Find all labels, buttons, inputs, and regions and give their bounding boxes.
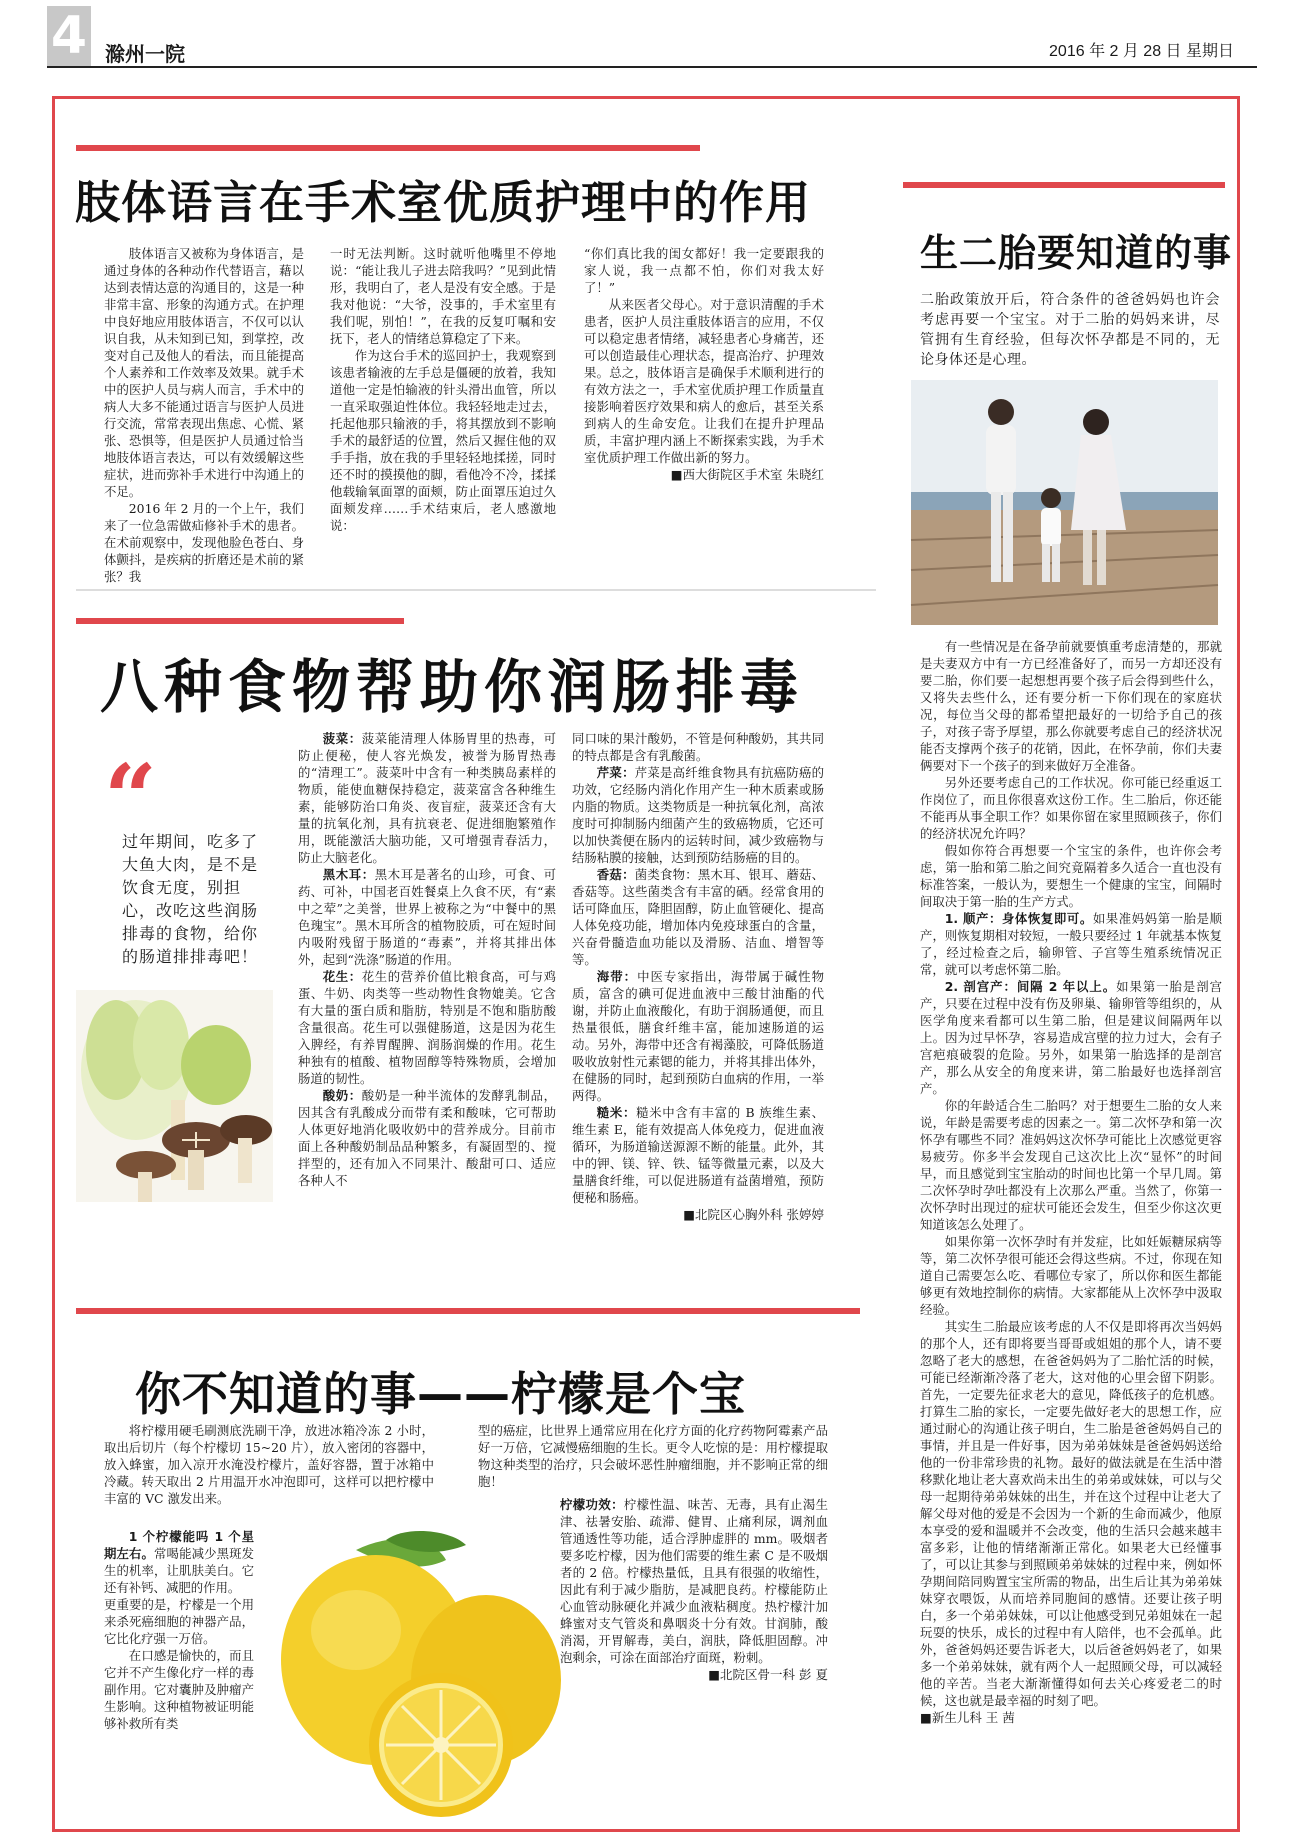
food-label: 黑木耳：: [322, 867, 375, 882]
article2-intro: 过年期间，吃多了大鱼大肉，是不是饮食无度，别担心，改吃这些润肠排毒的食物，给你的肠道排排毒吧！: [122, 832, 259, 966]
food-paragraph: 菠菜：菠菜能清理人体肠胃里的热毒，可防止便秘，使人容光焕发，被誉为肠胃热毒的“清理工”。菠菜叶中含有一种类胰岛素样的物质，能使血糖保持稳定，菠菜富含各种维生素，能够防治口角炎、夜盲症，菠菜还含有大量的抗氧化剂，具有抗衰老、促进细胞繁殖作用，既能激活大脑功能，又可增强青春活力，防止大脑老化。: [298, 731, 557, 865]
article1-title: 肢体语言在手术室优质护理中的作用: [75, 176, 812, 229]
page-number: 4: [47, 6, 91, 66]
paragraph: 型的癌症，比世界上通常应用在化疗方面的化疗药物阿霉素产品好一万倍，它减慢癌细胞的生长。更令人吃惊的是：用柠檬提取物这种类型的治疗，只会破坏恶性肿瘤细胞，并不影响正常的细胞！: [478, 1423, 828, 1489]
food-paragraph: 同口味的果汁酸奶，不管是何种酸奶，其共同的特点都是含有乳酸菌。: [572, 731, 824, 763]
paragraph: 另外还要考虑自己的工作状况。你可能已经重返工作岗位了，而且你很喜欢这份工作。生二胎后，你还能不能再从事全职工作？如果你留在家里照顾孩子，你们的经济状况允许吗？: [920, 775, 1222, 841]
article3-byline: 北院区骨一科 彭 夏: [720, 1667, 828, 1682]
article3-col1-top: [104, 1422, 434, 1524]
divider: [76, 589, 876, 591]
paragraph: 肢体语言又被称为身体语言，是通过身体的各种动作代替语言，藉以达到表情达意的沟通目的，这是一种非常丰富、形象的沟通方式。在护理中良好地应用肢体语言，不仅可以认识自我，从未知到已知，到掌控，改变对自己及他人的看法，而且能提高个人素养和工作效率及效果。就手术中的医护人员与病人而言，手术中的病人大多不能通过语言与医护人员进行交流，常常表现出焦虑、心慌、紧张、恐惧等，但是医护人员通过恰当地肢体语言表达，可以有效缓解这些症状，进而弥补手术进行中沟通上的不足。: [104, 246, 304, 499]
food-label: 菠菜：: [322, 731, 362, 746]
vegetables-photo: [76, 990, 273, 1202]
paragraph: 1 个柠檬能吗 1 个星期左右。常喝能减少黑斑发生的机率，让肌肤美白。它还有补钙、减肥的作用。: [104, 1529, 255, 1595]
article4-title: 生二胎要知道的事: [920, 231, 1233, 275]
paper-date: 2016 年 2 月 28 日 星期日: [1049, 43, 1234, 60]
rule-article3: [76, 1308, 860, 1314]
paragraph: 你的年龄适合生二胎吗？对于想要生二胎的女人来说，年龄是需要考虑的因素之一。第二次怀孕和第一次怀孕有哪些不同？准妈妈这次怀孕可能比上次感觉更容易疲劳。你多半会发现自己这次比上次“显怀”的时间早，而且感觉到宝宝胎动的时间也比第一个早几周。第二次怀孕时孕吐都没有上次那么严重。当然了，你第一次怀孕时出现过的症状可能还会发生，但至少你这次更知道该怎么处理了。: [920, 1098, 1222, 1232]
article3-col1: [104, 1528, 254, 1798]
paragraph: 在口感是愉快的，而且它并不产生像化疗一样的毒副作用。它对囊肿及肿瘤产生影响。这种植物被证明能够补救所有类: [104, 1648, 254, 1731]
paragraph: 将柠檬用硬毛刷测底洗刷干净，放进冰箱冷冻 2 小时，取出后切片（每个柠檬切 15~20 片），放入密闭的容器中，放入蜂蜜，加入凉开水淹没柠檬片，盖好容器，置于冰箱中冷藏。转天取出 2 片用温开水冲泡即可，这样可以把柠檬中丰富的 VC 激发出来。: [104, 1423, 434, 1506]
paragraph: 2016 年 2 月的一个上午，我们来了一位急需做疝修补手术的患者。在术前观察中，发现他脸色苍白、身体颤抖，是疾病的折磨还是术前的紧张？我: [104, 501, 304, 584]
paragraph: 其实生二胎最应该考虑的人不仅是即将再次当妈妈的那个人，还有即将要当哥哥或姐姐的那个人，请不要忽略了老大的感想，在爸爸妈妈为了二胎忙活的时候，可能已经渐渐冷落了老大，这对他的心里会留下阴影。首先，一定要先征求老大的意见，降低孩子的危机感。打算生二胎的家长，一定要先做好老大的思想工作，应通过耐心的沟通让孩子明白，生二胎是爸爸妈妈自己的事情，并且是一件好事，因为弟弟妹妹是爸爸妈妈送给他的一份非常珍贵的礼物。最好的做法就是在生活中潜移默化地让老大喜欢尚未出生的弟弟或妹妹，可以与父母一起期待弟弟妹妹的出生，并在这个过程中让老大了解父母对他的爱是不会因为一个新的生命而减少，他原本享受的爱和温暖并不会改变，他的生活只会越来越丰富多彩，让他的情绪渐渐正常化。如果老大已经懂事了，可以让其参与到照顾弟弟妹妹的过程中来，例如怀孕期间陪同购置宝宝所需的物品，出生后让其为弟弟妹妹穿衣喂饭，从而培养同胞间的感情。还要让孩子明白，多一个弟弟妹妹，可以让他感受到兄弟姐妹在一起玩耍的快乐，成长的过程中有人陪伴，也不会孤单。此外，爸爸妈妈还要告诉老大，以后爸爸妈妈老了，如果多一个弟弟妹妹，就有两个人一起照顾父母，可以减轻他的辛苦。当老大渐渐懂得如何去关心疼爱老二的时候，这也就是最幸福的时刻了吧。: [920, 1319, 1222, 1708]
food-paragraph: 糙米：糙米中含有丰富的 B 族维生素、维生素 E，能有效提高人体免疫力，促进血液循环，为肠道输送源源不断的能量。此外，其中的钾、镁、锌、铁、锰等微量元素，以及大量膳食纤维，可以促进肠道有益菌增殖，预防便秘和肠癌。: [572, 1105, 825, 1205]
family-illustration: [911, 380, 1218, 625]
article3-title: 你不知道的事——柠檬是个宝: [135, 1367, 746, 1421]
article4-byline: 新生儿科 王 茜: [931, 1710, 1015, 1725]
lemons-photo: [236, 1530, 576, 1820]
byline-square-icon: ■: [920, 1710, 932, 1725]
article2-col1: [298, 730, 556, 1273]
food-label: 海带：: [596, 969, 638, 984]
article1-col1: [104, 245, 304, 584]
article1-col3: [584, 245, 824, 565]
food-label: 糙米：: [596, 1105, 637, 1120]
paragraph: 柠檬功效：柠檬性温、味苦、无毒，具有止渴生津、祛暑安胎、疏滞、健胃、止痛利尿，调剂血管通透性等功能，适合浮肿虚胖的 mm。吸烟者要多吃柠檬，因为他们需要的维生素 C 是不吸烟者的 2 倍。柠檬热量低，且具有很强的收缩性，因此有利于减少脂肪，是减肥良药。柠檬能防止心血管动脉硬化并减少血液粘稠度。热柠檬汁加蜂蜜对支气管炎和鼻咽炎十分有效。甘润肺，酸消渴，开胃解毒，美白，润肤，降低胆固醇。冲泡剩余，可涂在面部治疗面斑，粉刺。: [560, 1497, 829, 1665]
byline-square-icon: ■: [708, 1667, 721, 1682]
article4-intro: 二胎政策放开后，符合条件的爸爸妈妈也许会考虑再要一个宝宝。对于二胎的妈妈来讲，尽管拥有生育经验，但每次怀孕都是不同的，无论身体还是心理。: [920, 292, 1220, 368]
article1-col2: [330, 245, 556, 565]
paragraph: 作为这台手术的巡回护士，我观察到该患者输液的左手总是僵硬的放着，我知道他一定是怕输液的针头滑出血管，所以一直采取强迫性体位。我轻轻地走过去，托起他那只输液的手，将其摆放到不影响手术的最舒适的位置，然后又握住他的双手手指，放在我的手里轻轻地揉搓，同时还不时的摸摸他的脚，看他冷不冷，揉揉他载输氧面罩的面颊，防止面罩压迫过久面颊发痒……手术结束后，老人感激地说：: [330, 348, 556, 533]
vegetables-illustration: [76, 990, 273, 1202]
rule-article4: [903, 182, 1225, 188]
food-label: 芹菜：: [596, 765, 635, 780]
food-paragraph: 芹菜：芹菜是高纤维食物具有抗癌防癌的功效，它经肠内消化作用产生一种木质素或肠内脂的物质。这类物质是一种抗氧化剂，高浓度时可抑制肠内细菌产生的致癌物质，它还可以加快粪便在肠内的运转时间，减少致癌物与结肠粘膜的接触，达到预防结肠癌的目的。: [572, 765, 825, 865]
rule-article2: [76, 618, 404, 624]
paragraph: 如果你第一次怀孕时有并发症，比如妊娠糖尿病等等，第二次怀孕很可能还会得这些病。不过，你现在知道自己需要怎么吃、看哪位专家了，所以你和医生都能够更有效地控制你的病情。大家都能从上次怀孕中汲取经验。: [920, 1234, 1222, 1317]
food-paragraph: 香菇：菌类食物：黑木耳、银耳、蘑菇、香菇等。这些菌类含有丰富的硒。经常食用的话可降血压，降胆固醇，防止血管硬化、提高人体免疫功能，增加体内免疫球蛋白的含量，兴奋骨髓造血功能以及滑肠、洁血、增智等等。: [572, 867, 825, 967]
food-paragraph: 黑木耳：黑木耳是著名的山珍，可食、可药、可补，中国老百姓餐桌上久食不厌，有“素中之荤”之美誉，世界上被称之为“中餐中的黑色瑰宝”。黑木耳所含的植物胶质，可在短时间内吸附残留于肠道的“毒素”，并将其排出体外，起到“洗涤”肠道的作用。: [298, 867, 557, 967]
food-paragraph: 海带：中医专家指出，海带属于碱性物质，富含的碘可促进血液中三酸甘油酯的代谢，并防止血液酸化，有助于润肠通便，而且热量很低，膳食纤维丰富，能加速肠道的运动。另外，海带中还含有褐藻胶，可降低肠道吸收放射性元素锶的能力，并将其排出体外，在健肠的同时，起到预防白血病的作用，一举两得。: [572, 969, 825, 1103]
paper-name: 滁州一院: [105, 42, 185, 66]
lemons-illustration: [236, 1530, 576, 1820]
food-paragraph: 花生：花生的营养价值比粮食高，可与鸡蛋、牛奶、肉类等一些动物性食物媲美。它含有大量的蛋白质和脂肪，特别是不饱和脂肪酸含量很高。花生可以强健肠道，这是因为花生入脾经，有养胃醒脾、润肠润燥的作用。花生种独有的植酸、植物固醇等特殊物质，会增加肠道的韧性。: [298, 969, 557, 1086]
article2-title: 八种食物帮助你润肠排毒: [100, 653, 805, 721]
article2-col2: [572, 730, 824, 1278]
paragraph: 2. 剖宫产：间隔 2 年以上。如果第一胎是剖宫产，只要在过程中没有伤及卵巢、输卵管等组织的，从医学角度来看都可以生第二胎，但是建议间隔两年以上。因为过早怀孕，容易造成宫壁的拉力过大，会有子宫疤痕破裂的危险。另外，如果第一胎选择的是剖宫产，那么从安全的角度来讲，第二胎最好也选择剖宫产。: [920, 979, 1222, 1096]
header-rule: [47, 66, 1257, 68]
article3-col2: [560, 1496, 828, 1786]
paragraph: 有一些情况是在备孕前就要慎重考虑清楚的，那就是夫妻双方中有一方已经准备好了，而另一方却还没有要二胎，你们要一起想想再要个孩子后会得到些什么，又将失去些什么，还有要分析一下你们现在的家庭状况，每位当父母的都希望把最好的一切给予自己的孩子，对孩子寄予厚望，那么你就要考虑自己的经济状况能否支撑两个孩子的花销，因此，在怀孕前，你们夫妻俩要对下一个孩子的到来做好万全准备。: [920, 639, 1222, 773]
food-label: 酸奶：: [322, 1088, 362, 1103]
family-photo: [911, 380, 1218, 625]
byline-square-icon: ■: [683, 1207, 696, 1222]
paragraph: 从来医者父母心。对于意识清醒的手术患者，医护人员注重肢体语言的应用，不仅可以稳定患者情绪，减轻患者心身痛苦，还可以创造最佳心理状态，提高治疗、护理效果。总之，肢体语言是确保手术顺利进行的有效方法之一，手术室优质护理工作质量直接影响着医疗效果和病人的愈后，甚至关系到病人的生命安危。让我们在提升护理品质，丰富护理内涵上不断探索实践，为手术室优质护理工作做出新的努力。: [584, 297, 824, 465]
article2-byline: 北院区心胸外科 张婷婷: [695, 1207, 824, 1222]
food-label: 花生：: [322, 969, 362, 984]
quote-mark-icon: “: [104, 744, 157, 852]
paragraph: 更重要的是，柠檬是一个用来杀死癌细胞的神器产品，它比化疗强一万倍。: [104, 1597, 254, 1646]
paragraph: 1. 顺产：身体恢复即可。如果准妈妈第一胎是顺产，则恢复期相对较短，一般只要经过 1 年就基本恢复了，经过检查之后，输卵管、子宫等生殖系统情况正常，就可以考虑怀第二胎。: [920, 911, 1222, 977]
paragraph: “你们真比我的闺女都好！我一定要跟我的家人说，我一点都不怕，你们对我太好了！”: [584, 246, 824, 295]
article1-byline: 西大街院区手术室 朱晓红: [682, 467, 824, 482]
rule-article1: [76, 145, 700, 151]
food-label: 香菇：: [596, 867, 635, 882]
article3-col2-top: [478, 1422, 828, 1494]
paragraph: 假如你符合再想要一个宝宝的条件，也许你会考虑，第一胎和第二胎之间究竟隔着多久适合一直也没有标准答案，一般认为，要想生一个健康的宝宝，间隔时间取决于第一胎的生产方式。: [920, 843, 1222, 909]
byline-square-icon: ■: [670, 467, 683, 482]
food-paragraph: 酸奶：酸奶是一种半流体的发酵乳制品，因其含有乳酸成分而带有柔和酸味，它可帮助人体更好地消化吸收奶中的营养成分。目前市面上各种酸奶制品品种繁多，有凝固型的、搅拌型的，还有加入不同果汁、酸甜可口、适应各种人不: [298, 1088, 557, 1188]
paragraph: 一时无法判断。这时就听他嘴里不停地说：“能让我儿子进去陪我吗？”见到此情形，我明白了，老人是没有安全感。于是我对他说：“大爷，没事的，手术室里有我们呢，别怕！”，在我的反复叮嘱和安抚下，老人的情绪总算稳定了下来。: [330, 246, 556, 346]
article4-body: [920, 638, 1222, 1816]
